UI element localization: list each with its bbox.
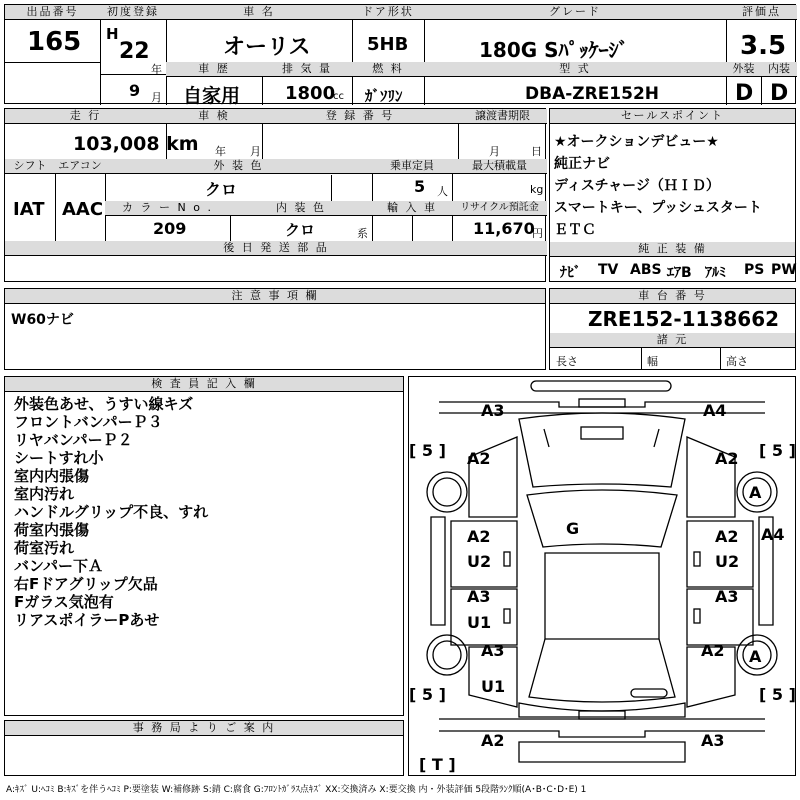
model-value: DBA-ZRE152H [525, 84, 660, 104]
ac-label: エアコン [55, 159, 105, 174]
transfer-day-unit: 日 [531, 145, 542, 158]
mark-u2-door-right: U2 [715, 552, 740, 571]
color-label: 外 装 色 [105, 159, 372, 174]
displacement-value: 1800 [285, 83, 336, 104]
mark-a3-quarter-left: A3 [481, 641, 505, 660]
mark-tire-rear-right: [ 5 ] [759, 685, 796, 704]
ext-score-value: D [735, 81, 754, 106]
mark-trunk: [ T ] [419, 755, 456, 774]
shift-value: IAT [13, 199, 45, 220]
inspector-line: フロントバンパーＰ３ [14, 413, 163, 431]
inspection-month-unit: 月 [250, 145, 261, 158]
chassis-block [549, 288, 796, 370]
door-label: ドア形状 [352, 5, 424, 20]
mark-a4-front-right: A4 [703, 401, 727, 420]
inspector-block [4, 376, 404, 716]
interior-color-label: 内 装 色 [230, 201, 372, 216]
equipment-item: TV [598, 262, 619, 278]
notes-text: W60ナビ [11, 312, 74, 328]
mileage-value: 103,008 km [73, 133, 199, 155]
ext-score-label: 外装 [726, 62, 761, 77]
sales-line: スマートキー、プッシュスタート [554, 200, 762, 216]
transfer-month-unit: 月 [489, 145, 500, 158]
mark-a2-fender-left: A2 [467, 449, 491, 468]
inspection-label: 車 検 [166, 109, 262, 124]
fuel-value: ｶﾞｿﾘﾝ [365, 87, 403, 105]
equipment-item: PW [771, 262, 797, 278]
mark-a2-bumper-left: A2 [481, 731, 505, 750]
equipment-item: ｱﾙﾐ [705, 265, 726, 281]
interior-color-value: クロ [285, 221, 316, 239]
capacity-value: 5 [414, 177, 426, 196]
inspection-year-unit: 年 [215, 145, 226, 158]
chassis-label: 車 台 番 号 [550, 289, 795, 304]
recycle-label: リサイクル預託金 [452, 201, 547, 216]
mark-a2-door-right: A2 [715, 527, 739, 546]
mark-tire-front-right: [ 5 ] [759, 441, 796, 460]
chassis-number: ZRE152-1138662 [588, 307, 780, 331]
lot-label: 出品番号 [5, 5, 100, 20]
month-unit: 月 [151, 91, 162, 104]
notes-block [4, 288, 546, 370]
displacement-label: 排 気 量 [262, 62, 352, 77]
mark-a3-bumper-right: A3 [701, 731, 725, 750]
color-number-label: カ ラ ー N o . [105, 201, 230, 216]
spec-width-label: 幅 [647, 355, 658, 368]
car-name-label: 車 名 [166, 5, 352, 20]
grade-value: 180G Sﾊﾟｯｹｰｼﾞ [479, 38, 629, 62]
mark-a3-rear-door-left: A3 [467, 587, 491, 606]
reg-year: 22 [119, 39, 150, 64]
sales-line: ディスチャージ（ＨＩＤ） [554, 178, 720, 194]
inspector-line: リヤバンパーＰ２ [14, 431, 133, 449]
mark-a2-fender-right: A2 [715, 449, 739, 468]
registration-number-label: 登 録 番 号 [262, 109, 458, 124]
spec-height-label: 高さ [726, 355, 748, 368]
inspector-line: 右Fドアグリップ欠品 [14, 575, 158, 593]
mark-u1-rear: U1 [481, 677, 506, 696]
mark-a2-door-left: A2 [467, 527, 491, 546]
ac-value: AAC [62, 199, 104, 220]
capacity-unit: 人 [437, 185, 448, 198]
office-label: 事 務 局 よ り ご 案 内 [5, 721, 403, 736]
inspector-line: 荷室内張傷 [14, 521, 90, 539]
later-parts-label: 後 日 発 送 部 品 [5, 241, 547, 256]
sales-line: 純正ナビ [554, 156, 610, 172]
int-score-value: D [770, 81, 789, 106]
sales-points-block [549, 108, 796, 282]
inspector-line: バンパー下Ａ [14, 557, 103, 575]
history-label: 車 歴 [166, 62, 262, 77]
door-value: 5HB [367, 34, 409, 55]
mark-tire-rear-left: [ 5 ] [409, 685, 446, 704]
lot-number: 165 [27, 27, 82, 57]
max-load-unit: kg [530, 183, 544, 196]
inspector-line: 外装色あせ、うすい線キズ [14, 395, 194, 413]
recycle-unit: 円 [532, 227, 543, 240]
equipment-item: ﾅﾋﾞ [560, 265, 581, 281]
score-label: 評価点 [726, 5, 797, 20]
grade-label: グレード [424, 5, 726, 20]
reg-month: 9 [129, 81, 141, 100]
equipment-label: 純 正 装 備 [550, 242, 795, 257]
era: H [106, 25, 119, 43]
model-label: 型 式 [424, 62, 726, 77]
notes-label: 注 意 事 項 欄 [5, 289, 545, 304]
legend: A:ｷｽﾞ U:ﾍｺﾐ B:ｷｽﾞを伴うﾍｺﾐ P:要塗装 W:補修跡 S:錆 C:腐食 G:ﾌﾛﾝﾄｶﾞﾗｽ点ｷｽﾞ XX:交換済み X:要交換 内・外装評価 5段階ﾗﾝｸ順(A･B･C･D･E) 1 [6, 785, 587, 795]
interior-color-unit: 系 [357, 227, 368, 240]
inspector-line: 室内汚れ [14, 485, 75, 503]
history-value: 自家用 [183, 85, 241, 107]
office-block [4, 720, 404, 776]
import-label: 輸 入 車 [372, 201, 452, 216]
equipment-item: PS [744, 262, 765, 278]
max-load-label: 最大積載量 [452, 159, 547, 174]
inspector-line: リアスポイラーPあせ [14, 611, 160, 629]
inspector-line: Fガラス気泡有 [14, 593, 114, 611]
car-outline [409, 377, 795, 775]
sales-points-label: セールスポイント [550, 109, 795, 124]
mark-u1-rear-door-left: U1 [467, 613, 492, 632]
equipment-item: ABS [630, 262, 662, 278]
mileage-label: 走 行 [5, 109, 166, 124]
damage-diagram [408, 376, 796, 776]
mark-g-windshield: G [566, 519, 580, 538]
first-reg-label: 初度登録 [100, 5, 166, 20]
year-unit: 年 [151, 63, 162, 76]
car-name: オーリス [223, 35, 311, 60]
spec-length-label: 長さ [556, 355, 578, 368]
sales-line: ＥＴＣ [554, 222, 596, 238]
shift-label: シフト [5, 159, 55, 174]
inspector-line: 室内内張傷 [14, 467, 90, 485]
equipment-item: ｴｱB [667, 265, 692, 281]
inspector-line: シートすれ小 [14, 449, 104, 467]
mark-a3-rear-door-right: A3 [715, 587, 739, 606]
sales-line: ★オークションデビュー★ [554, 134, 719, 150]
inspector-label: 検 査 員 記 入 欄 [5, 377, 403, 392]
inspector-line: 荷室汚れ [14, 539, 75, 557]
fuel-label: 燃 料 [352, 62, 424, 77]
mark-a2-quarter-right: A2 [701, 641, 725, 660]
score-value: 3.5 [740, 31, 787, 61]
color-value: クロ [205, 180, 238, 199]
recycle-value: 11,670 [473, 219, 535, 238]
int-score-label: 内装 [761, 62, 797, 77]
mark-a4-side-right: A4 [761, 525, 785, 544]
mark-tire-front-left: [ 5 ] [409, 441, 446, 460]
capacity-label: 乗車定員 [372, 159, 452, 174]
displacement-unit: cc [333, 91, 344, 102]
mark-a-wheel-front-right: A [749, 483, 762, 502]
inspector-line: ハンドルグリップ不良、すれ [14, 503, 209, 521]
mark-a-wheel-rear-right: A [749, 647, 762, 666]
header-block [4, 4, 796, 107]
color-number-value: 209 [153, 219, 187, 238]
transfer-deadline-label: 譲渡書期限 [458, 109, 547, 124]
mark-u2-door-left: U2 [467, 552, 492, 571]
vehicle-details-block [4, 108, 546, 282]
mark-a3-front-left: A3 [481, 401, 505, 420]
spec-label: 諸 元 [550, 333, 795, 348]
